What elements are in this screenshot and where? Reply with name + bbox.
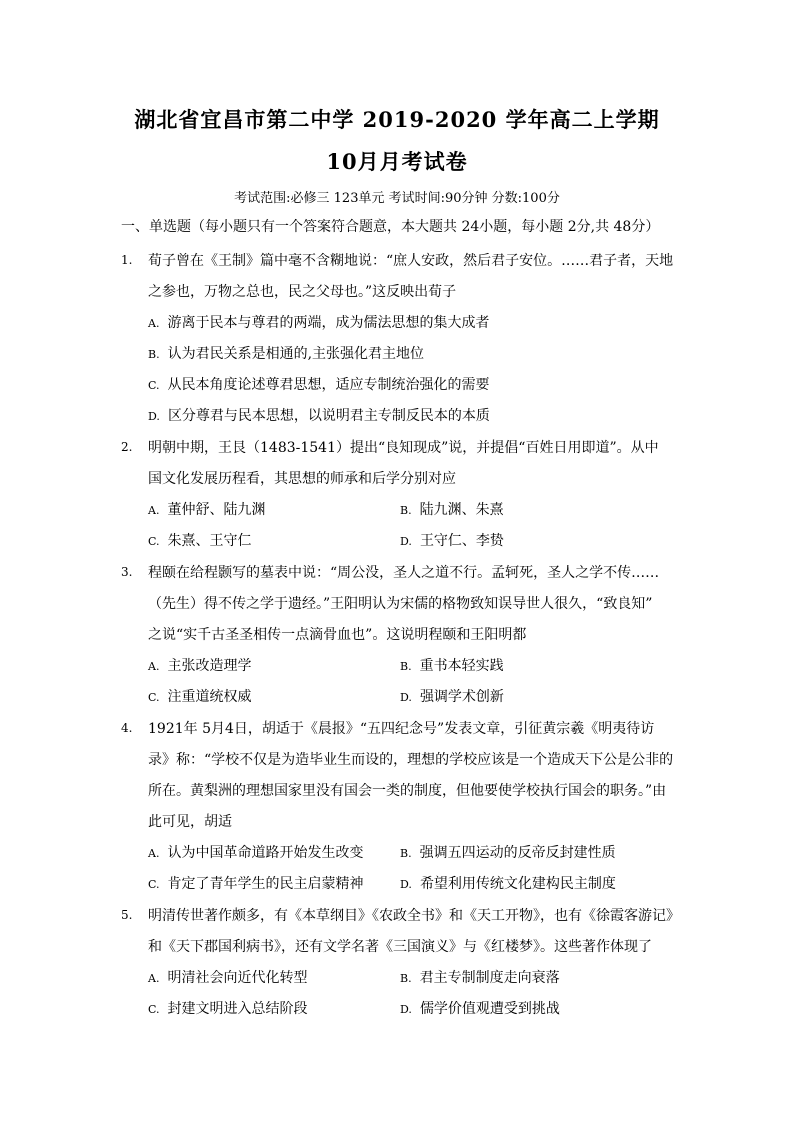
option-text: 区分尊君与民本思想，以说明君主专制反民本的本质 xyxy=(167,408,490,424)
option-letter: A. xyxy=(148,317,160,330)
option-text: 陆九渊、朱熹 xyxy=(419,502,504,518)
question-stem-line: 录》称：“学校不仅是为造毕业生而设的，理想的学校应该是一个造成天下公是公非的 xyxy=(148,752,674,768)
option-d xyxy=(148,405,490,425)
option-c xyxy=(148,686,252,706)
option-text: 强调五四运动的反帝反封建性质 xyxy=(419,845,616,861)
option-a xyxy=(148,655,251,675)
option-c xyxy=(148,374,490,394)
option-letter: C. xyxy=(148,535,160,548)
option-text: 封建文明进入总结阶段 xyxy=(167,1001,308,1017)
option-letter: C. xyxy=(148,379,160,392)
option-letter: D. xyxy=(400,535,412,548)
option-letter: A. xyxy=(148,660,160,673)
option-a xyxy=(148,312,489,332)
option-text: 认为中国革命道路开始发生改变 xyxy=(167,845,364,861)
option-text: 希望利用传统文化建构民主制度 xyxy=(419,876,616,892)
option-text: 明清社会向近代化转型 xyxy=(167,970,308,986)
option-text: 认为君民关系是相通的,主张强化君主地位 xyxy=(167,346,425,362)
question-stem-line: 之说“实千古圣圣相传一点滴骨血也”。这说明程颐和王阳明都 xyxy=(148,627,527,643)
question-stem-line: 和《天下郡国利病书》，还有文学名著《三国演义》与《红楼梦》。这些著作体现了 xyxy=(148,939,652,955)
option-text: 君主专制制度走向衰落 xyxy=(419,970,560,986)
option-d xyxy=(400,530,504,550)
question-stem-line: 程颐在给程颢写的墓表中说：“周公没，圣人之道不行。孟轲死，圣人之学不传…… xyxy=(148,565,660,581)
option-d xyxy=(400,998,560,1018)
question-stem-line: 国文化发展历程看，其思想的师承和后学分别对应 xyxy=(148,471,456,487)
option-text: 肯定了青年学生的民主启蒙精神 xyxy=(167,876,364,892)
option-letter: A. xyxy=(148,847,160,860)
option-letter: A. xyxy=(148,972,160,985)
option-c xyxy=(148,998,308,1018)
option-d xyxy=(400,686,504,706)
question-stem-line: 荀子曾在《王制》篇中毫不含糊地说：“庶人安政，然后君子安位。……君子者，天地 xyxy=(148,253,674,269)
question-stem-line: 所在。黄梨洲的理想国家里没有国会一类的制度，但他要使学校执行国会的职务。”由 xyxy=(148,783,667,799)
document-title-line2: 10月月考试卷 xyxy=(326,149,468,174)
option-text: 重书本轻实践 xyxy=(419,658,504,674)
option-letter: D. xyxy=(400,691,412,704)
option-c xyxy=(148,530,252,550)
option-letter: D. xyxy=(148,410,160,423)
option-text: 强调学术创新 xyxy=(419,689,504,705)
option-letter: B. xyxy=(400,660,412,673)
option-b xyxy=(400,499,504,519)
option-b xyxy=(148,343,424,363)
option-a xyxy=(148,499,265,519)
option-letter: C. xyxy=(148,691,160,704)
exam-info: 考试范围:必修三 123单元 考试时间:90分钟 分数:100分 xyxy=(234,191,560,206)
question-stem-line: 明清传世著作颇多，有《本草纲目》《农政全书》和《天工开物》，也有《徐霞客游记》 xyxy=(148,908,680,924)
option-letter: C. xyxy=(148,1003,160,1016)
question-number: 2. xyxy=(121,440,133,454)
option-letter: C. xyxy=(148,878,160,891)
option-text: 儒学价值观遭受到挑战 xyxy=(419,1001,560,1017)
question-number: 3. xyxy=(121,565,133,579)
option-text: 游离于民本与尊君的两端，成为儒法思想的集大成者 xyxy=(167,315,490,331)
option-b xyxy=(400,967,560,987)
option-text: 主张改造理学 xyxy=(167,658,252,674)
option-a xyxy=(148,842,363,862)
option-text: 从民本角度论述尊君思想，适应专制统治强化的需要 xyxy=(167,377,490,393)
document-title-line1: 湖北省宜昌市第二中学 2019-2020 学年高二上学期 xyxy=(134,107,660,132)
option-letter: B. xyxy=(148,348,160,361)
question-stem-line: 此可见，胡适 xyxy=(148,814,232,830)
option-text: 董仲舒、陆九渊 xyxy=(167,502,266,518)
option-b xyxy=(400,842,616,862)
question-number: 1. xyxy=(121,253,133,267)
option-text: 朱熹、王守仁 xyxy=(167,533,252,549)
option-d xyxy=(400,873,616,893)
question-number: 5. xyxy=(121,908,133,922)
question-stem-line: 明朝中期，王艮（1483-1541）提出“良知现成”说，并提倡“百姓日用即道”。从中 xyxy=(148,440,659,456)
section-heading: 一、单选题（每小题只有一个答案符合题意，本大题共 24小题，每小题 2分,共 48分） xyxy=(121,219,660,235)
option-letter: B. xyxy=(400,504,412,517)
question-stem-line: （先生）得不传之学于遗经。”王阳明认为宋儒的格物致知误导世人很久，“致良知” xyxy=(148,596,653,612)
option-letter: A. xyxy=(148,504,160,517)
option-c xyxy=(148,873,364,893)
question-stem-line: 1921年 5月4日，胡适于《晨报》“五四纪念号”发表文章，引征黄宗羲《明夷待访 xyxy=(148,721,655,737)
option-text: 注重道统权威 xyxy=(167,689,252,705)
question-stem-line: 之参也，万物之总也，民之父母也。”这反映出荀子 xyxy=(148,284,457,300)
option-text: 王守仁、李贽 xyxy=(419,533,504,549)
option-letter: D. xyxy=(400,878,412,891)
question-number: 4. xyxy=(121,721,133,735)
option-a xyxy=(148,967,307,987)
option-letter: B. xyxy=(400,972,412,985)
option-b xyxy=(400,655,504,675)
option-letter: D. xyxy=(400,1003,412,1016)
option-letter: B. xyxy=(400,847,412,860)
